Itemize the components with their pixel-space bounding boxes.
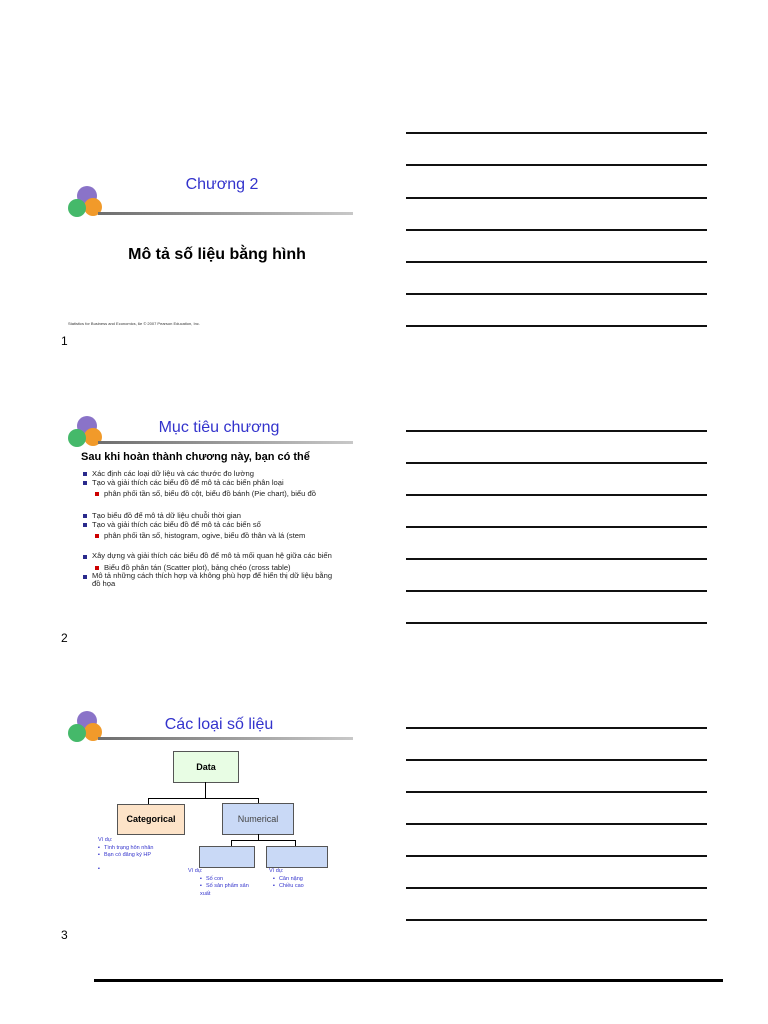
slide-2 — [62, 408, 362, 648]
example-item: ▪ Số sản phẩm sản xuất — [188, 883, 256, 898]
list-item: Tạo và giải thích các biểu đồ để mô tả các biến phân loại — [82, 478, 364, 487]
slide-subtitle: Mô tả số liệu bằng hình — [128, 246, 306, 263]
list-item: Biểu đồ phân tán (Scatter plot), bảng chéo (cross table) — [82, 563, 364, 572]
list-item: Xây dựng và giải thích các biểu đồ để mô tả mối quan hệ giữa các biến — [82, 552, 342, 560]
list-item: phân phối tần số, biểu đồ cột, biểu đồ bánh (Pie chart), biểu đồ — [82, 489, 364, 498]
example-label: Ví dụ: — [188, 868, 203, 874]
categorical-examples — [98, 837, 154, 873]
example-item: ▪ Bạn có đăng ký HP — [98, 852, 154, 860]
objectives-list — [82, 469, 364, 588]
list-item: Xác định các loại dữ liệu và các thước đo lường — [82, 469, 364, 478]
numerical-box: Numerical — [222, 803, 294, 835]
slide-3 — [62, 705, 362, 945]
example-item — [98, 866, 154, 874]
logo-icon — [68, 416, 108, 456]
example-label: Ví dụ: — [269, 868, 284, 874]
connector — [231, 840, 296, 841]
logo-icon — [68, 711, 108, 751]
title-rule — [98, 441, 353, 444]
discrete-box — [199, 846, 255, 868]
slide-title: Mục tiêu chương — [158, 419, 280, 436]
connector — [205, 782, 206, 798]
slide-title: Các loại số liệu — [164, 716, 274, 733]
example-item: ▪ Chiều cao — [269, 883, 304, 891]
slide-number: 2 — [61, 631, 68, 645]
categorical-box: Categorical — [117, 804, 185, 835]
list-item: phân phối tần số, histogram, ogive, biểu đồ thân và lá (stem — [82, 531, 364, 540]
example-item: ▪ Số con — [188, 876, 256, 884]
example-item: ▪ Tình trạng hôn nhân — [98, 845, 154, 853]
example-label: Ví dụ: — [98, 837, 113, 843]
list-item: Tạo biểu đồ để mô tả dữ liệu chuỗi thời gian — [82, 511, 364, 520]
discrete-examples — [188, 868, 256, 898]
page-footer-rule — [94, 979, 723, 982]
slide-heading: Sau khi hoàn thành chương này, bạn có thể — [81, 451, 310, 463]
slide-number: 3 — [61, 928, 68, 942]
slide-title: Chương 2 — [185, 176, 259, 193]
example-item: ▪ Cân nặng — [269, 876, 304, 884]
title-rule — [98, 212, 353, 215]
data-box: Data — [173, 751, 239, 783]
slide-1 — [62, 170, 362, 410]
title-rule — [98, 737, 353, 740]
list-item: Tạo và giải thích các biểu đồ để mô tả các biến số — [82, 520, 364, 529]
continuous-examples — [269, 868, 304, 891]
slide-footer: Statistics for Business and Economics, 6e © 2007 Pearson Education, Inc. — [68, 321, 200, 326]
logo-icon — [68, 186, 108, 226]
slide-number: 1 — [61, 334, 68, 348]
list-item: Mô tả những cách thích hợp và không phù hợp để hiển thị dữ liệu bằng đồ họa — [82, 572, 342, 588]
connector — [148, 798, 259, 799]
continuous-box — [266, 846, 328, 868]
